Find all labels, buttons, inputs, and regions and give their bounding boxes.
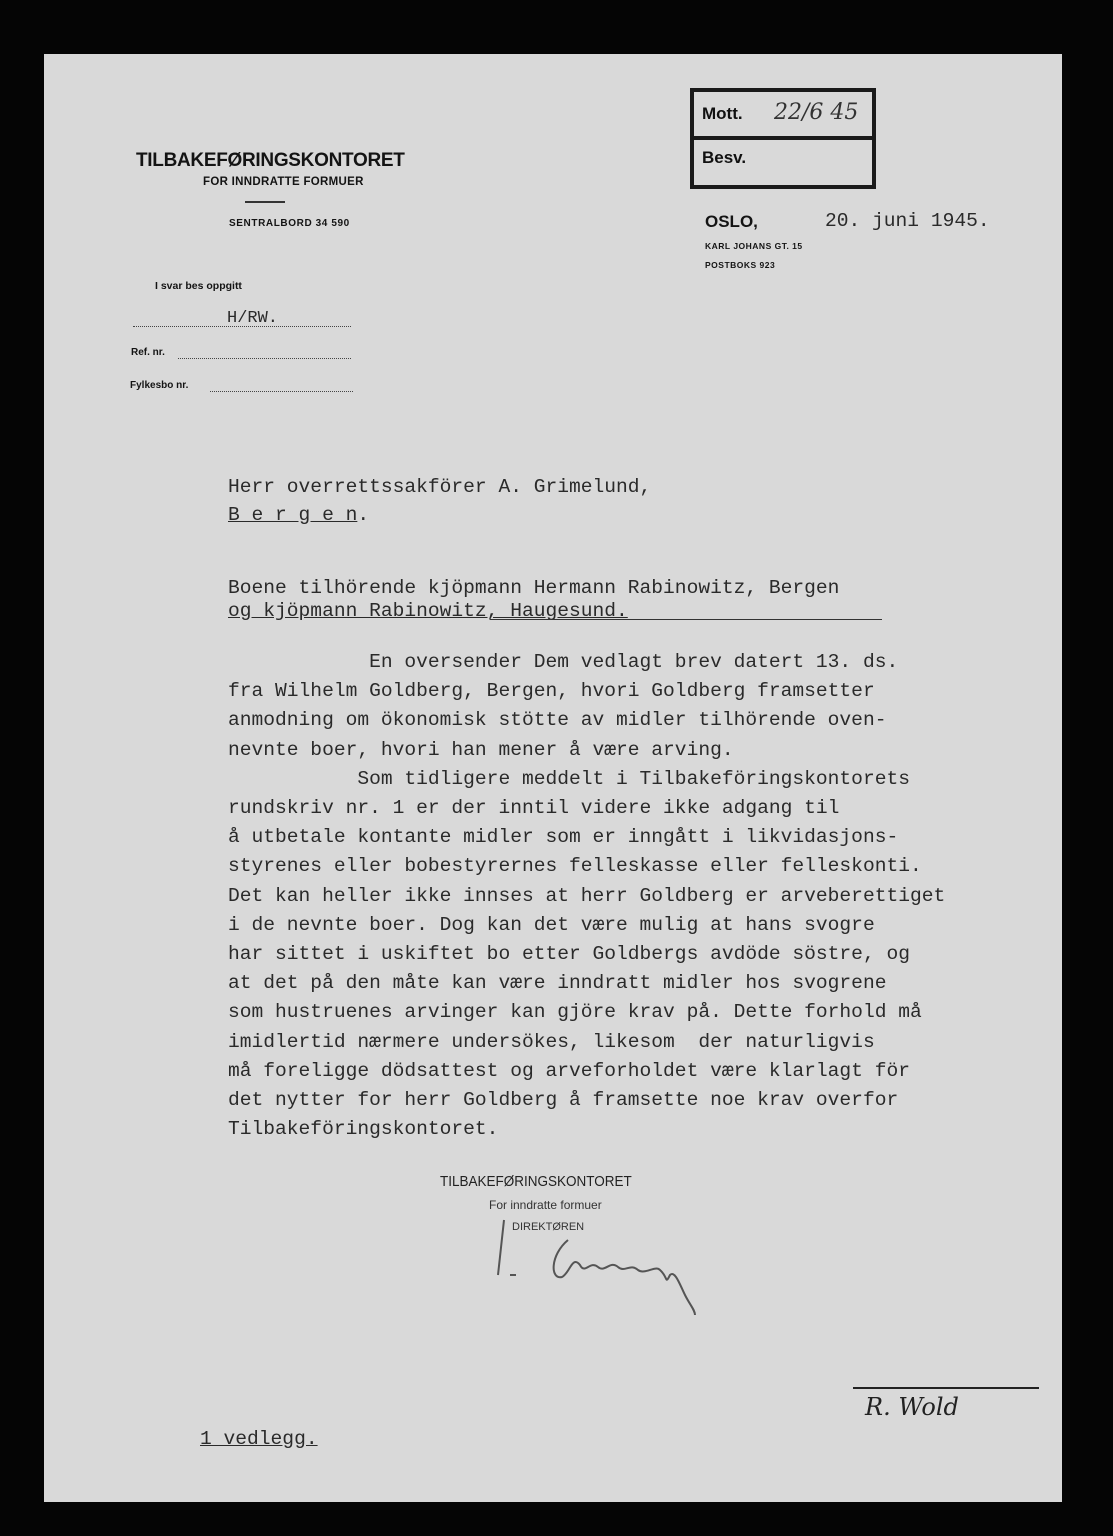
subject-underline: [490, 619, 882, 620]
initials-line: [853, 1387, 1039, 1389]
fylkesbo-label: Fylkesbo nr.: [130, 380, 189, 391]
body-line: det nytter for herr Goldberg å framsette noe krav overfor: [228, 1089, 899, 1112]
letterhead-title: TILBAKEFØRINGSKONTORET: [136, 150, 405, 171]
ref-line: [178, 358, 351, 359]
body-line: Det kan heller ikke innses at herr Goldberg er arveberettiget: [228, 884, 946, 907]
body-line: må foreligge dödsattest og arveforholdet være klarlagt för: [228, 1059, 910, 1082]
recipient-city-punct: .: [357, 504, 370, 526]
body-line: har sittet i uskiftet bo etter Goldbergs avdöde söstre, og: [228, 943, 910, 966]
recipient-city: B e r g e n: [228, 504, 358, 526]
letterhead-divider: [245, 201, 285, 203]
body-line: anmodning om ökonomisk stötte av midler tilhörende oven-: [228, 709, 887, 732]
street-address: KARL JOHANS GT. 15: [705, 241, 803, 251]
letter-body: [228, 648, 945, 1144]
body-line: rundskriv nr. 1 er der inntil videre ikke adgang til: [228, 797, 840, 820]
place-city: OSLO,: [705, 212, 758, 231]
signature-stamp-role: DIREKTØREN: [512, 1221, 585, 1233]
body-line: styrenes eller bobestyrernes felleskasse eller felleskonti.: [228, 855, 922, 878]
body-line: En oversender Dem vedlagt brev datert 13. ds.: [228, 651, 899, 673]
letterhead-phone: SENTRALBORD 34 590: [229, 218, 350, 229]
recipient-name: Herr overrettssakförer A. Grimelund,: [228, 476, 652, 498]
body-line: i de nevnte boer. Dog kan det være mulig at hans svogre: [228, 913, 875, 936]
signature-stamp-sub: For inndratte formuer: [489, 1198, 602, 1212]
reply-label: I svar bes oppgitt: [155, 280, 242, 292]
ref-label: Ref. nr.: [131, 347, 165, 358]
enclosure-note: 1 vedlegg.: [200, 1428, 318, 1450]
stamp-answered-label: Besv.: [702, 148, 747, 167]
letterhead-subtitle: FOR INNDRATTE FORMUER: [203, 176, 364, 188]
body-line: Som tidligere meddelt i Tilbakeföringskontorets: [228, 767, 910, 790]
initials-signature: R. Wold: [865, 1393, 959, 1421]
stamp-received-date: 22/6 45: [774, 100, 859, 125]
letter-date: 20. juni 1945.: [825, 210, 990, 232]
body-line: Tilbakeföringskontoret.: [228, 1118, 499, 1141]
subject-line-1: Boene tilhörende kjöpmann Hermann Rabinowitz, Bergen: [228, 577, 840, 599]
fylkesbo-line: [210, 391, 353, 392]
body-line: å utbetale kontante midler som er inngått i likvidasjons-: [228, 826, 899, 849]
body-line: nevnte boer, hvori han mener å være arving.: [228, 738, 734, 761]
signature-stamp-org: TILBAKEFØRINGSKONTORET: [440, 1173, 632, 1190]
director-signature: [490, 1215, 740, 1315]
reply-value: H/RW.: [227, 309, 279, 328]
body-line: som hustruenes arvinger kan gjöre krav på. Dette forhold må: [228, 1001, 922, 1024]
received-stamp: [690, 88, 876, 189]
stamp-divider: [694, 136, 872, 140]
stamp-received-label: Mott.: [702, 104, 743, 123]
recipient-city-line: [228, 504, 369, 526]
body-line: imidlertid nærmere undersökes, likesom der naturligvis: [228, 1030, 875, 1053]
postbox: POSTBOKS 923: [705, 260, 776, 270]
body-line: fra Wilhelm Goldberg, Bergen, hvori Goldberg framsetter: [228, 680, 875, 703]
subject-line-2: og kjöpmann Rabinowitz, Haugesund.: [228, 600, 628, 622]
body-line: at det på den måte kan være inndratt midler hos svogrene: [228, 972, 887, 995]
